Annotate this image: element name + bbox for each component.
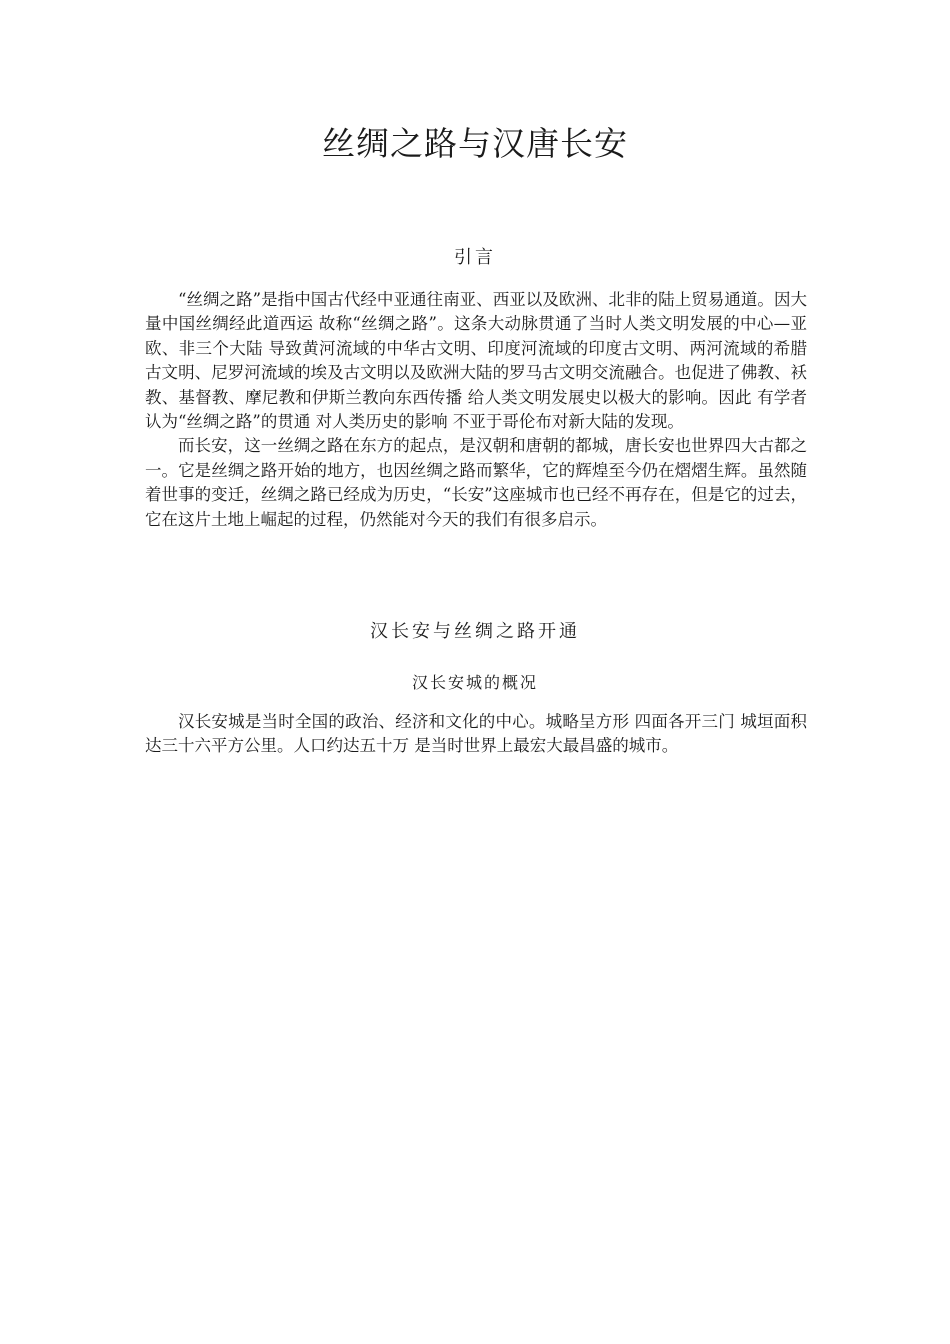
body-paragraph: 而长安，这一丝绸之路在东方的起点，是汉朝和唐朝的都城，唐长安也世界四大古都之一。它是丝绸之路开始的地方，也因丝绸之路而繁华，它的辉煌至今仍在熠熠生辉。虽然随着世事的变迁，丝绸之路已经成为历史，“长安”这座城市也已经不再存在，但是它的过去，它在这片土地上崛起的过程，仍然能对今天的我们有很多启示。 — [145, 436, 807, 529]
section-heading-han-changan: 汉长安与丝绸之路开通 — [370, 621, 580, 642]
body-paragraph: 汉长安城是当时全国的政治、经济和文化的中心。城略呈方形 四面各开三门 城垣面积达三十六平方公里。人口约达五十万 是当时世界上最宏大最昌盛的城市。 — [145, 712, 807, 756]
document-title: 丝绸之路与汉唐长安 — [322, 124, 628, 163]
subsection-heading-city-overview: 汉长安城的概况 — [411, 673, 538, 692]
introduction-body — [145, 288, 807, 532]
han-changan-body — [145, 710, 807, 759]
section-heading-introduction: 引言 — [454, 247, 496, 268]
body-paragraph: “丝绸之路”是指中国古代经中亚通往南亚、西亚以及欧洲、北非的陆上贸易通道。因大量中国丝绸经此道西运 故称“丝绸之路”。这条大动脉贯通了当时人类文明发展的中心—亚欧、非三个大陆 导致黄河流域的中华古文明、印度河流域的印度古文明、两河流域的希腊古文明、尼罗河流域的埃及古文明以及欧洲大陆的罗马古文明交流融合。也促进了佛教、袄教、基督教、摩尼教和伊斯兰教向东西传播 给人类文明发展史以极大的影响。因此 有学者认为“丝绸之路”的贯通 对人类历史的影响 不亚于哥伦布对新大陆的发现。 — [145, 290, 807, 432]
